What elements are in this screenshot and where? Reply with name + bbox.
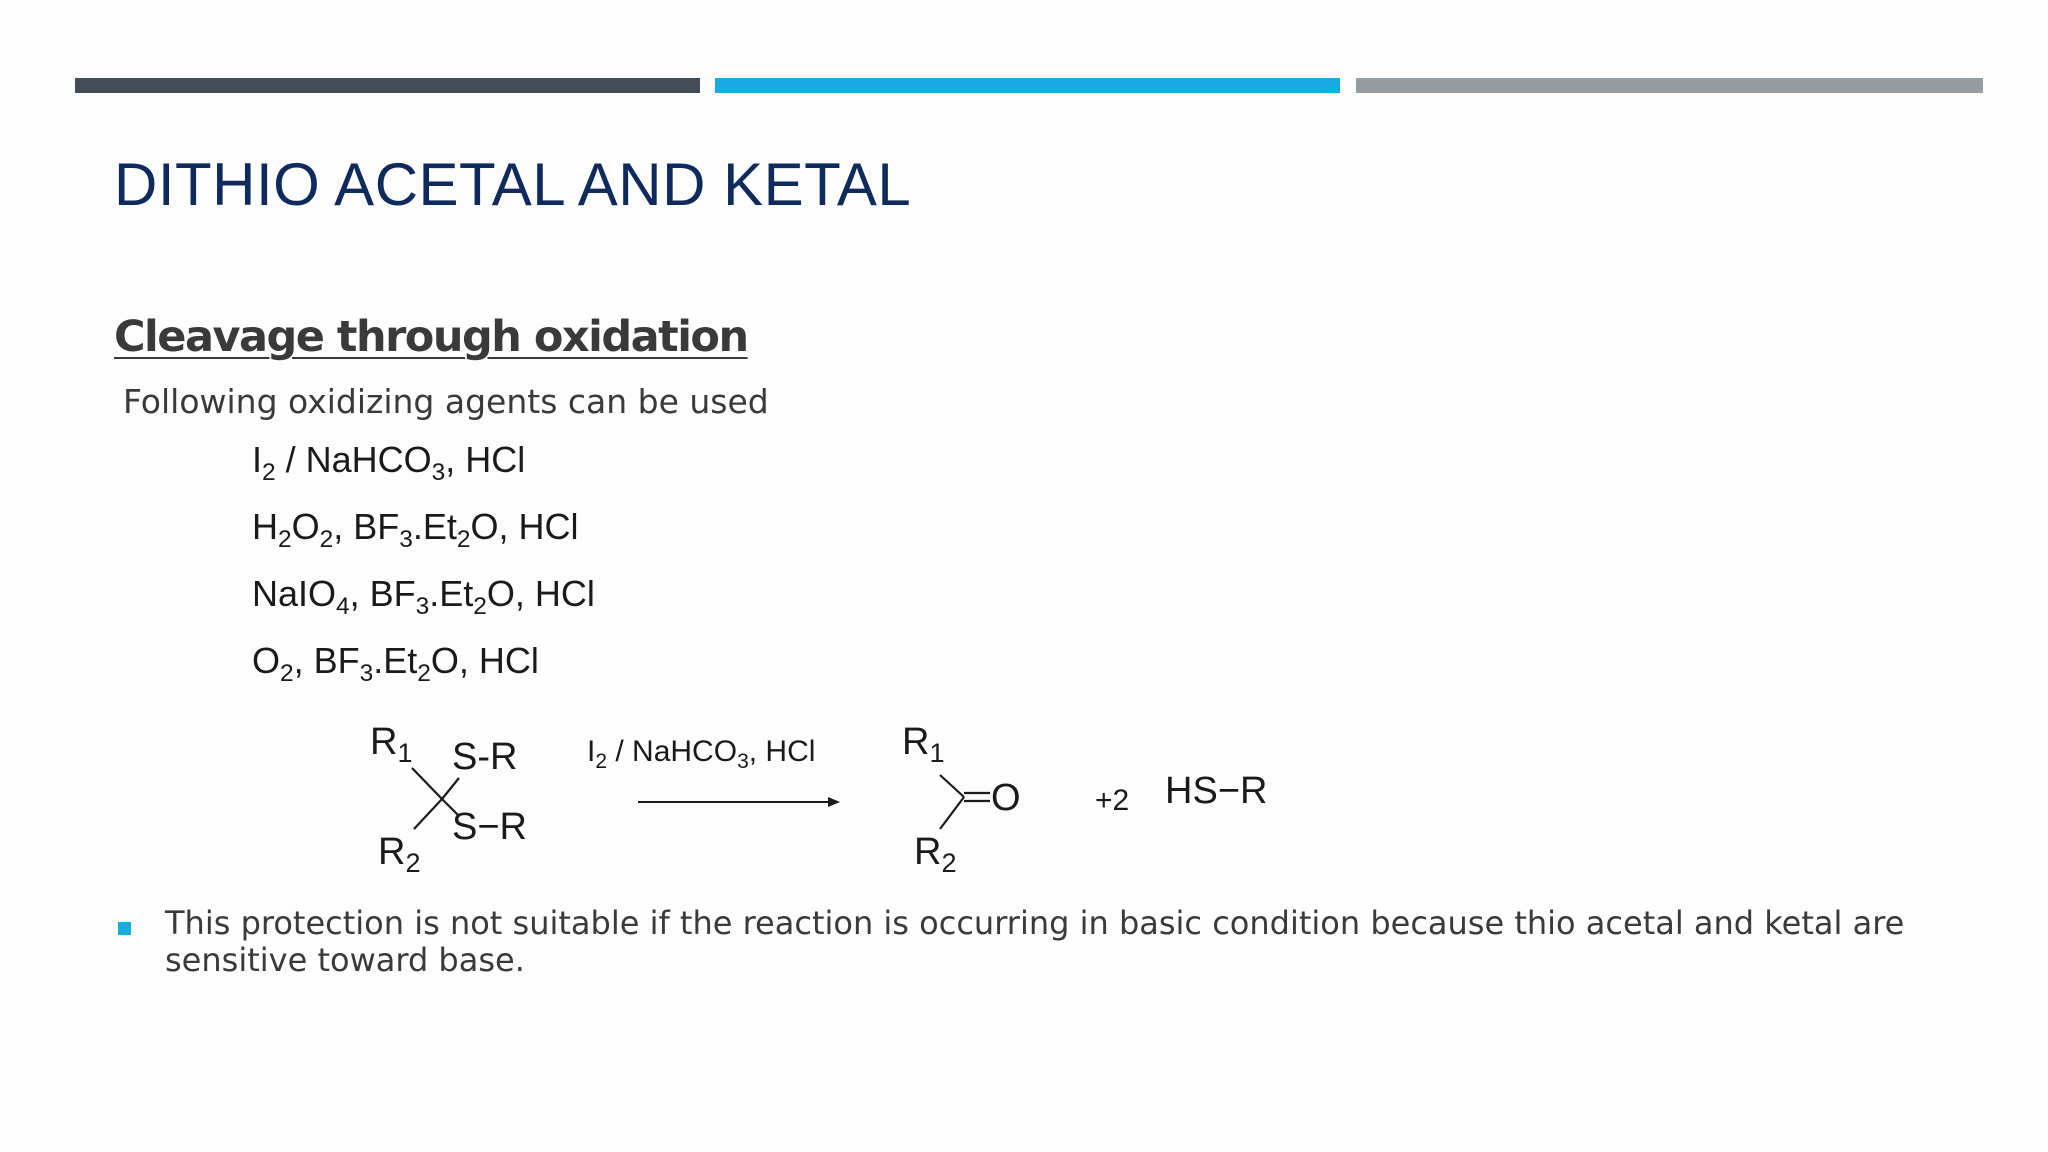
reagent-subscript: 2 xyxy=(319,525,334,553)
reagent-text: NaIO xyxy=(252,573,337,614)
reagent-subscript: 2 xyxy=(278,525,292,553)
reagent-text: .Et xyxy=(429,573,474,614)
reagent-line xyxy=(252,502,595,569)
reagent-subscript: 3 xyxy=(415,592,430,620)
square-bullet-icon xyxy=(118,922,131,935)
reagent-text: .Et xyxy=(412,506,457,547)
reagent-line xyxy=(252,569,595,636)
bullet-item xyxy=(114,905,1944,979)
reagent-text: O, HCl xyxy=(470,506,579,547)
byproduct-thiol: HS−R xyxy=(1165,770,1268,812)
reagent-text: O, HCl xyxy=(486,573,595,614)
reactant-sr-top: S-R xyxy=(452,736,518,778)
reagent-text: , BF xyxy=(293,640,360,681)
slide-title: DITHIO ACETAL AND KETAL xyxy=(114,151,912,218)
product-r2: $R_2$ xyxy=(914,831,957,878)
reagent-text: I xyxy=(252,439,263,480)
product-bonds xyxy=(940,775,990,829)
reagent-subscript: 2 xyxy=(456,525,471,553)
section-subheading: Cleavage through oxidation xyxy=(114,312,748,362)
reagent-subscript: 2 xyxy=(473,592,487,620)
intro-text: Following oxidizing agents can be used xyxy=(123,382,769,421)
reagent-list xyxy=(252,435,595,703)
bullet-text: This protection is not suitable if the reaction is occurring in basic condition because thio acetal and ketal are sensitive toward base. xyxy=(165,904,1905,979)
reagent-subscript: 2 xyxy=(262,458,276,486)
reagent-text: , HCl xyxy=(445,439,526,480)
reagent-text: H xyxy=(252,506,278,547)
reaction-scheme xyxy=(340,712,1300,892)
reagent-text: .Et xyxy=(373,640,418,681)
reactant-r1: $R_1$ xyxy=(370,721,413,768)
product-oxygen: O xyxy=(991,777,1021,819)
reagent-text: O xyxy=(291,506,320,547)
reaction-arrow xyxy=(638,797,840,807)
reagent-text: O, HCl xyxy=(430,640,539,681)
reagent-subscript: 4 xyxy=(336,592,350,620)
reagent-text: O xyxy=(252,640,281,681)
reaction-condition: $I_2$ / NaHCO$_3$, HCl xyxy=(587,735,816,773)
reagent-subscript: 2 xyxy=(417,659,431,687)
product-r1: $R_1$ xyxy=(902,721,945,768)
reagent-subscript: 2 xyxy=(280,659,294,687)
reactant-r2: $R_2$ xyxy=(378,831,421,878)
header-bar-accent xyxy=(715,78,1340,93)
reagent-subscript: 3 xyxy=(399,525,413,553)
reagent-text: , BF xyxy=(349,573,416,614)
header-bar-dark xyxy=(75,78,700,93)
reagent-text: / NaHCO xyxy=(275,439,432,480)
stoichiometric-coefficient: +2 xyxy=(1095,784,1130,817)
reagent-subscript: 3 xyxy=(359,659,374,687)
reagent-line xyxy=(252,435,595,502)
reagent-text: , BF xyxy=(333,506,400,547)
header-bar-grey xyxy=(1356,78,1983,93)
reactant-sr-bottom: S−R xyxy=(452,806,527,848)
reagent-line xyxy=(252,636,595,703)
reagent-subscript: 3 xyxy=(431,458,446,486)
